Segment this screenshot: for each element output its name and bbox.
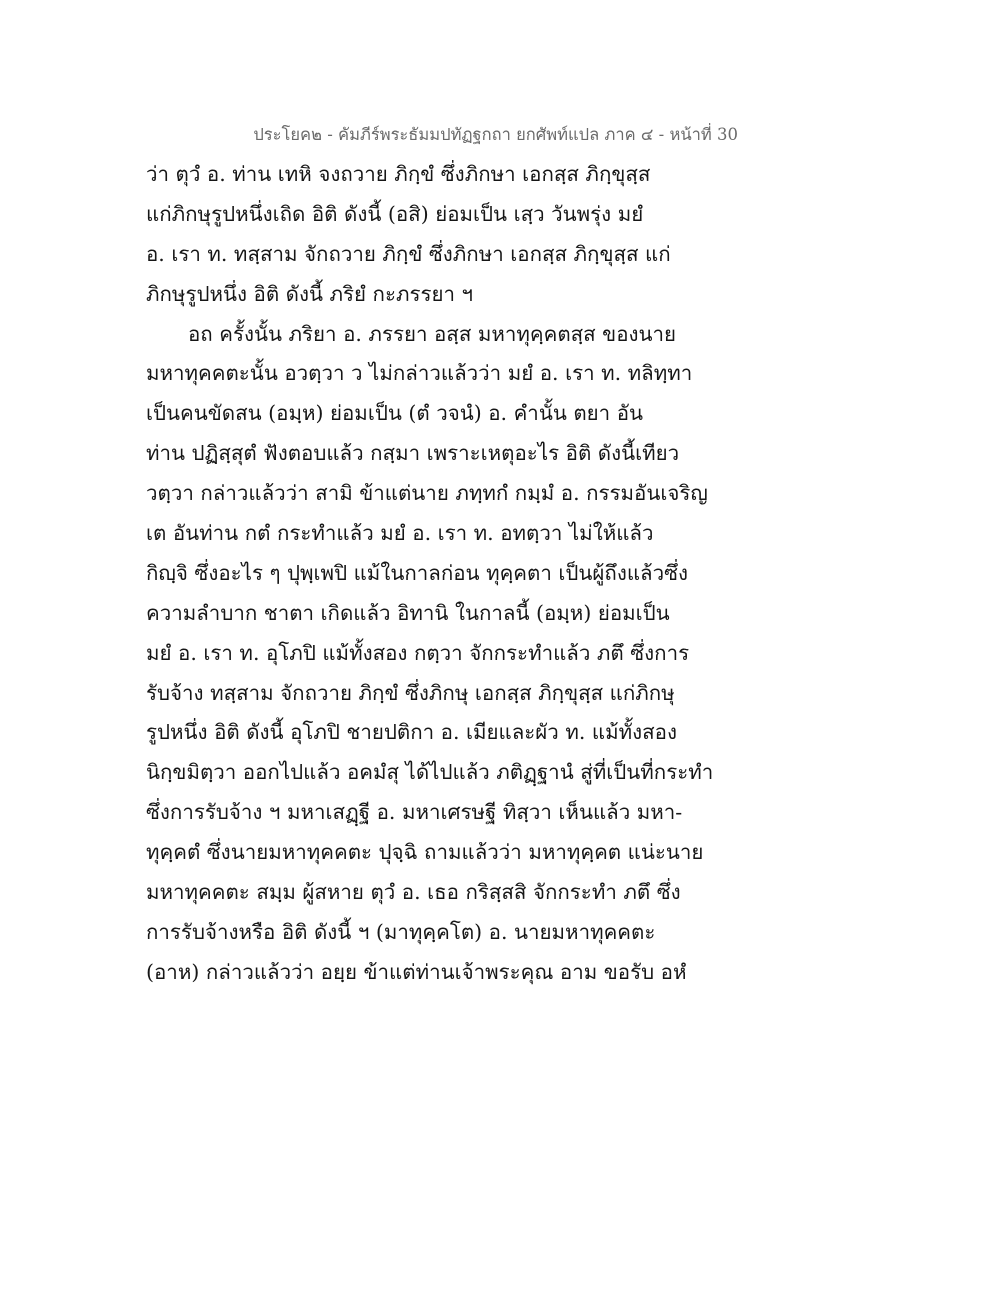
text-line: (อาห) กล่าวแล้วว่า อยฺย ข้าแต่ท่านเจ้าพระคุณ อาม ขอรับ อหํ [146, 959, 687, 984]
text-line: ทุคฺคตํ ซึ่งนายมหาทุคคตะ ปุจฺฉิ ถามแล้วว่า มหาทุคฺคต แน่ะนาย [146, 840, 704, 865]
text-line: ความลำบาก ชาตา เกิดแล้ว อิทานิ ในกาลนี้ (อมฺห) ย่อมเป็น [146, 600, 670, 625]
running-header: ประโยค๒ - คัมภีร์พระธัมมปทัฏฐกถา ยกศัพท์แปล ภาค ๔ - หน้าที่ 30 [253, 125, 738, 144]
page-body [146, 158, 714, 996]
text-line: แก่ภิกษุรูปหนึ่งเถิด อิติ ดังนี้ (อสิ) ย่อมเป็น เสฺว วันพรุ่ง มยํ [146, 201, 644, 226]
text-line: มหาทุคคตะ สมฺม ผู้สหาย ตุวํ อ. เธอ กริสฺสสิ จักกระทำ ภตึ ซึ่ง [146, 880, 681, 905]
text-line: วตฺวา กล่าวแล้วว่า สามิ ข้าแต่นาย ภทฺทกํ กมฺมํ อ. กรรมอันเจริญ [146, 481, 708, 506]
text-line: อถ ครั้งนั้น ภริยา อ. ภรรยา อสฺส มหาทุคฺคตสฺส ของนาย [188, 321, 677, 346]
text-line: การรับจ้างหรือ อิติ ดังนี้ ฯ (มาทุคฺคโต) อ. นายมหาทุคคตะ [146, 919, 656, 944]
text-line: ภิกษุรูปหนึ่ง อิติ ดังนี้ ภริยํ กะภรรยา ฯ [146, 281, 474, 306]
text-line: เป็นคนขัดสน (อมฺห) ย่อมเป็น (ตํ วจนํ) อ. คำนั้น ตยา อัน [146, 401, 644, 426]
text-line: กิญฺจิ ซึ่งอะไร ๆ ปุพฺเพปิ แม้ในกาลก่อน ทุคฺคตา เป็นผู้ถึงแล้วซึ่ง [146, 560, 689, 585]
text-line: รับจ้าง ทสฺสาม จักถวาย ภิกฺขํ ซึ่งภิกษุ เอกสฺส ภิกฺขุสฺส แก่ภิกษุ [146, 680, 675, 705]
text-line: ซึ่งการรับจ้าง ฯ มหาเสฏฺฐี อ. มหาเศรษฐี ทิสฺวา เห็นแล้ว มหา- [146, 800, 683, 825]
text-line: รูปหนึ่ง อิติ ดังนี้ อุโภปิ ชายปติกา อ. เมียและผัว ท. แม้ทั้งสอง [146, 720, 677, 745]
text-line: เต อันท่าน กตํ กระทำแล้ว มยํ อ. เรา ท. อทตฺวา ไม่ให้แล้ว [146, 521, 654, 546]
text-line: อ. เรา ท. ทสฺสาม จักถวาย ภิกฺขํ ซึ่งภิกษา เอกสฺส ภิกฺขุสฺส แก่ [146, 241, 671, 266]
text-line: ท่าน ปฏิสฺสุตํ ฟังตอบแล้ว กสฺมา เพราะเหตุอะไร อิติ ดังนี้เทียว [146, 441, 680, 466]
text-line: มยํ อ. เรา ท. อุโภปิ แม้ทั้งสอง กตฺวา จักกระทำแล้ว ภตึ ซึ่งการ [146, 640, 690, 665]
text-line: นิกฺขมิตฺวา ออกไปแล้ว อคมํสุ ได้ไปแล้ว ภติฏฺฐานํ สู่ที่เป็นที่กระทำ [146, 760, 714, 785]
text-line: มหาทุคคตะนั้น อวตฺวา ว ไม่กล่าวแล้วว่า มยํ อ. เรา ท. ทลิทฺทา [146, 361, 693, 386]
text-line: ว่า ตุวํ อ. ท่าน เทหิ จงถวาย ภิกฺขํ ซึ่งภิกษา เอกสฺส ภิกฺขุสฺส [146, 162, 651, 186]
